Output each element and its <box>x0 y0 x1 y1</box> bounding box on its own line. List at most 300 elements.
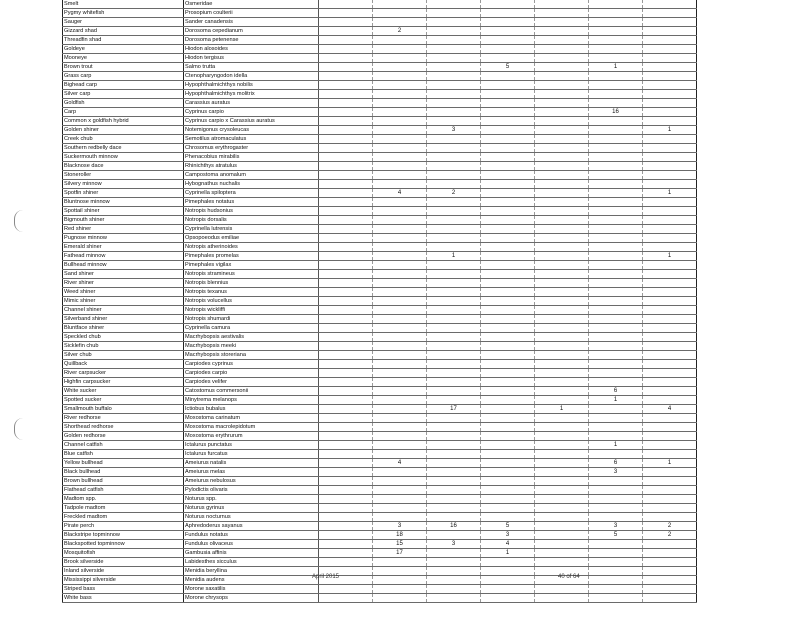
table-row <box>63 378 697 387</box>
count-cell <box>643 279 697 288</box>
count-cell <box>589 0 643 9</box>
table-row <box>63 189 697 198</box>
scientific-name-cell: Campostoma anomalum <box>184 171 319 180</box>
count-cell <box>535 378 589 387</box>
count-cell <box>427 513 481 522</box>
count-cell <box>589 306 643 315</box>
count-cell: 5 <box>481 63 535 72</box>
count-cell <box>481 99 535 108</box>
count-cell <box>427 576 481 585</box>
count-cell <box>373 180 427 189</box>
table-row <box>63 414 697 423</box>
count-cell <box>481 360 535 369</box>
scientific-name-cell: Notropis volucellus <box>184 297 319 306</box>
table-row <box>63 342 697 351</box>
count-cell: 3 <box>373 522 427 531</box>
count-cell <box>427 360 481 369</box>
count-cell <box>427 558 481 567</box>
table-row <box>63 522 697 531</box>
count-cell <box>373 81 427 90</box>
count-cell: 1 <box>535 405 589 414</box>
count-cell <box>589 162 643 171</box>
count-cell <box>589 81 643 90</box>
scientific-name-cell: Ameiurus melas <box>184 468 319 477</box>
table-row <box>63 144 697 153</box>
common-name-cell: Shorthead redhorse <box>63 423 184 432</box>
count-cell <box>643 225 697 234</box>
table-row <box>63 72 697 81</box>
scientific-name-cell: Noturus spp. <box>184 495 319 504</box>
count-cell <box>373 414 427 423</box>
count-cell: 1 <box>643 126 697 135</box>
common-name-cell: Bluntnose minnow <box>63 198 184 207</box>
count-cell <box>481 495 535 504</box>
count-cell <box>481 414 535 423</box>
scientific-name-cell: Menidia audens <box>184 576 319 585</box>
common-name-cell: Freckled madtom <box>63 513 184 522</box>
count-cell <box>643 54 697 63</box>
count-cell <box>481 252 535 261</box>
count-cell <box>643 576 697 585</box>
count-cell <box>373 441 427 450</box>
count-cell <box>589 234 643 243</box>
count-cell <box>319 387 373 396</box>
count-cell <box>535 180 589 189</box>
common-name-cell: Bluntface shiner <box>63 324 184 333</box>
common-name-cell: Pirate perch <box>63 522 184 531</box>
count-cell <box>481 27 535 36</box>
count-cell <box>643 63 697 72</box>
common-name-cell: Striped bass <box>63 585 184 594</box>
count-cell <box>373 45 427 54</box>
table-row <box>63 432 697 441</box>
table-row <box>63 126 697 135</box>
count-cell <box>589 270 643 279</box>
count-cell <box>373 243 427 252</box>
count-cell: 5 <box>589 531 643 540</box>
count-cell <box>427 270 481 279</box>
count-cell <box>589 18 643 27</box>
scientific-name-cell: Morone chrysops <box>184 594 319 603</box>
count-cell <box>535 288 589 297</box>
scientific-name-cell: Cyprinella lutrensis <box>184 225 319 234</box>
count-cell <box>373 153 427 162</box>
common-name-cell: Silvery minnow <box>63 180 184 189</box>
count-cell <box>481 396 535 405</box>
count-cell <box>319 405 373 414</box>
scientific-name-cell: Notropis stramineus <box>184 270 319 279</box>
count-cell <box>535 585 589 594</box>
count-cell <box>643 504 697 513</box>
count-cell <box>643 27 697 36</box>
count-cell: 3 <box>427 126 481 135</box>
count-cell <box>535 108 589 117</box>
common-name-cell: Goldeye <box>63 45 184 54</box>
count-cell <box>535 432 589 441</box>
count-cell <box>643 261 697 270</box>
count-cell <box>589 351 643 360</box>
scientific-name-cell: Hybognathus nuchalis <box>184 180 319 189</box>
count-cell <box>319 297 373 306</box>
table-row <box>63 216 697 225</box>
count-cell <box>319 18 373 27</box>
count-cell <box>319 369 373 378</box>
common-name-cell: Silverband shiner <box>63 315 184 324</box>
common-name-cell: Black bullhead <box>63 468 184 477</box>
common-name-cell: Smallmouth buffalo <box>63 405 184 414</box>
count-cell <box>373 171 427 180</box>
common-name-cell: Channel catfish <box>63 441 184 450</box>
count-cell <box>319 90 373 99</box>
scientific-name-cell: Osmeridae <box>184 0 319 9</box>
count-cell <box>643 306 697 315</box>
count-cell <box>535 342 589 351</box>
count-cell <box>427 117 481 126</box>
count-cell <box>643 207 697 216</box>
count-cell <box>427 36 481 45</box>
scientific-name-cell: Menidia beryllina <box>184 567 319 576</box>
count-cell <box>589 153 643 162</box>
count-cell <box>481 567 535 576</box>
count-cell <box>643 180 697 189</box>
count-cell <box>589 567 643 576</box>
table-row <box>63 81 697 90</box>
count-cell <box>589 144 643 153</box>
count-cell <box>535 135 589 144</box>
count-cell <box>319 324 373 333</box>
count-cell <box>427 225 481 234</box>
count-cell <box>319 153 373 162</box>
count-cell <box>319 432 373 441</box>
table-row <box>63 36 697 45</box>
count-cell <box>535 459 589 468</box>
count-cell <box>373 18 427 27</box>
common-name-cell: Silver chub <box>63 351 184 360</box>
count-cell <box>319 27 373 36</box>
count-cell <box>427 315 481 324</box>
scientific-name-cell: Salmo trutta <box>184 63 319 72</box>
count-cell <box>643 477 697 486</box>
common-name-cell: Sauger <box>63 18 184 27</box>
count-cell <box>643 0 697 9</box>
count-cell <box>481 333 535 342</box>
count-cell <box>481 270 535 279</box>
common-name-cell: Pygmy whitefish <box>63 9 184 18</box>
count-cell <box>643 585 697 594</box>
count-cell <box>427 396 481 405</box>
common-name-cell: Silver carp <box>63 90 184 99</box>
count-cell <box>319 270 373 279</box>
count-cell <box>427 90 481 99</box>
count-cell <box>481 324 535 333</box>
count-cell <box>427 342 481 351</box>
count-cell <box>427 162 481 171</box>
scientific-name-cell: Fundulus olivaceus <box>184 540 319 549</box>
count-cell <box>589 9 643 18</box>
scientific-name-cell: Noturus gyrinus <box>184 504 319 513</box>
count-cell <box>589 180 643 189</box>
count-cell <box>481 9 535 18</box>
count-cell <box>427 234 481 243</box>
scientific-name-cell: Macrhybopsis meeki <box>184 342 319 351</box>
common-name-cell: Weed shiner <box>63 288 184 297</box>
table-row <box>63 351 697 360</box>
count-cell <box>373 252 427 261</box>
count-cell: 3 <box>427 540 481 549</box>
count-cell <box>481 216 535 225</box>
count-cell <box>481 198 535 207</box>
count-cell <box>481 369 535 378</box>
count-cell <box>589 45 643 54</box>
count-cell <box>373 450 427 459</box>
count-cell <box>535 54 589 63</box>
count-cell <box>427 54 481 63</box>
count-cell <box>481 153 535 162</box>
count-cell <box>643 36 697 45</box>
count-cell <box>481 432 535 441</box>
count-cell <box>643 549 697 558</box>
count-cell <box>535 351 589 360</box>
common-name-cell: Mosquitofish <box>63 549 184 558</box>
common-name-cell: Mimic shiner <box>63 297 184 306</box>
count-cell <box>643 171 697 180</box>
count-cell <box>589 423 643 432</box>
table-row <box>63 99 697 108</box>
count-cell <box>589 72 643 81</box>
count-cell <box>643 216 697 225</box>
count-cell <box>535 558 589 567</box>
count-cell <box>427 459 481 468</box>
count-cell <box>535 27 589 36</box>
table-row <box>63 468 697 477</box>
count-cell <box>319 144 373 153</box>
common-name-cell: Golden redhorse <box>63 432 184 441</box>
count-cell: 1 <box>481 549 535 558</box>
count-cell <box>643 387 697 396</box>
count-cell <box>535 486 589 495</box>
count-cell <box>427 288 481 297</box>
table-row <box>63 54 697 63</box>
common-name-cell: Blackstripe topminnow <box>63 531 184 540</box>
count-cell <box>319 198 373 207</box>
count-cell <box>589 486 643 495</box>
count-cell <box>643 72 697 81</box>
count-cell <box>427 333 481 342</box>
count-cell <box>319 189 373 198</box>
count-cell <box>589 207 643 216</box>
count-cell <box>535 153 589 162</box>
scientific-name-cell: Rhinichthys atratulus <box>184 162 319 171</box>
scientific-name-cell: Morone saxatilis <box>184 585 319 594</box>
count-cell <box>427 486 481 495</box>
table-row <box>63 576 697 585</box>
scientific-name-cell: Carpiodes velifer <box>184 378 319 387</box>
count-cell <box>643 297 697 306</box>
count-cell <box>481 72 535 81</box>
count-cell <box>373 495 427 504</box>
count-cell <box>319 108 373 117</box>
count-cell <box>643 324 697 333</box>
count-cell <box>319 207 373 216</box>
count-cell <box>373 288 427 297</box>
count-cell <box>427 414 481 423</box>
common-name-cell: Spottail shiner <box>63 207 184 216</box>
count-cell <box>643 558 697 567</box>
count-cell <box>481 315 535 324</box>
count-cell <box>481 513 535 522</box>
scientific-name-cell: Carpiodes cyprinus <box>184 360 319 369</box>
count-cell <box>643 117 697 126</box>
count-cell <box>643 450 697 459</box>
scientific-name-cell: Dorosoma petenense <box>184 36 319 45</box>
count-cell <box>589 594 643 603</box>
count-cell <box>481 387 535 396</box>
scientific-name-cell: Minytrema melanops <box>184 396 319 405</box>
scientific-name-cell: Cyprinella spiloptera <box>184 189 319 198</box>
count-cell <box>643 45 697 54</box>
table-row <box>63 171 697 180</box>
count-cell <box>643 513 697 522</box>
count-cell <box>373 369 427 378</box>
count-cell <box>535 90 589 99</box>
count-cell <box>481 171 535 180</box>
common-name-cell: Brown bullhead <box>63 477 184 486</box>
count-cell <box>535 414 589 423</box>
count-cell <box>319 468 373 477</box>
scientific-name-cell: Moxostoma erythrurum <box>184 432 319 441</box>
scientific-name-cell: Pylodictis olivaris <box>184 486 319 495</box>
count-cell <box>589 342 643 351</box>
count-cell <box>643 315 697 324</box>
count-cell <box>427 72 481 81</box>
common-name-cell: Sicklefin chub <box>63 342 184 351</box>
count-cell <box>643 333 697 342</box>
count-cell <box>319 315 373 324</box>
count-cell <box>319 54 373 63</box>
scientific-name-cell: Cyprinus carpio <box>184 108 319 117</box>
table-row <box>63 279 697 288</box>
count-cell <box>589 477 643 486</box>
table-row <box>63 459 697 468</box>
count-cell <box>373 108 427 117</box>
count-cell <box>427 423 481 432</box>
count-cell <box>481 225 535 234</box>
count-cell <box>319 135 373 144</box>
count-cell <box>319 9 373 18</box>
count-cell <box>319 594 373 603</box>
count-cell <box>535 369 589 378</box>
count-cell <box>481 54 535 63</box>
count-cell <box>535 324 589 333</box>
count-cell <box>643 243 697 252</box>
table-row <box>63 450 697 459</box>
scientific-name-cell: Prosopium coulterii <box>184 9 319 18</box>
count-cell <box>643 468 697 477</box>
count-cell <box>319 477 373 486</box>
table-row <box>63 387 697 396</box>
scientific-name-cell: Hypophthalmichthys molitrix <box>184 90 319 99</box>
count-cell <box>427 567 481 576</box>
count-cell <box>481 477 535 486</box>
count-cell <box>589 243 643 252</box>
count-cell <box>373 468 427 477</box>
count-cell <box>427 18 481 27</box>
count-cell <box>535 504 589 513</box>
count-cell <box>481 486 535 495</box>
count-cell <box>535 207 589 216</box>
count-cell <box>373 432 427 441</box>
table-row <box>63 135 697 144</box>
count-cell <box>319 45 373 54</box>
count-cell <box>481 594 535 603</box>
table-row <box>63 252 697 261</box>
count-cell <box>373 405 427 414</box>
common-name-cell: Grass carp <box>63 72 184 81</box>
scientific-name-cell: Chrosomus erythrogaster <box>184 144 319 153</box>
count-cell <box>319 117 373 126</box>
count-cell <box>373 9 427 18</box>
scientific-name-cell: Cyprinella camura <box>184 324 319 333</box>
count-cell <box>535 531 589 540</box>
count-cell <box>643 108 697 117</box>
table-row <box>63 45 697 54</box>
common-name-cell: Flathead catfish <box>63 486 184 495</box>
count-cell: 17 <box>373 549 427 558</box>
count-cell <box>643 144 697 153</box>
count-cell <box>373 594 427 603</box>
scientific-name-cell: Notropis blennius <box>184 279 319 288</box>
scientific-name-cell: Dorosoma cepedianum <box>184 27 319 36</box>
count-cell <box>373 486 427 495</box>
common-name-cell: River carpsucker <box>63 369 184 378</box>
common-name-cell: Threadfin shad <box>63 36 184 45</box>
count-cell <box>427 477 481 486</box>
common-name-cell: Carp <box>63 108 184 117</box>
count-cell: 1 <box>589 441 643 450</box>
count-cell <box>535 594 589 603</box>
count-cell: 16 <box>427 522 481 531</box>
count-cell <box>427 99 481 108</box>
count-cell <box>481 126 535 135</box>
count-cell <box>481 585 535 594</box>
table-row <box>63 225 697 234</box>
count-cell <box>427 207 481 216</box>
count-cell <box>481 261 535 270</box>
count-cell <box>535 252 589 261</box>
count-cell <box>535 540 589 549</box>
table-row <box>63 315 697 324</box>
count-cell <box>589 576 643 585</box>
count-cell <box>373 576 427 585</box>
count-cell: 16 <box>589 108 643 117</box>
count-cell <box>319 306 373 315</box>
count-cell <box>319 486 373 495</box>
count-cell <box>589 369 643 378</box>
count-cell <box>427 81 481 90</box>
count-cell <box>427 531 481 540</box>
count-cell <box>589 432 643 441</box>
table-row <box>63 369 697 378</box>
count-cell <box>535 243 589 252</box>
scientific-name-cell: Notropis texanus <box>184 288 319 297</box>
count-cell: 2 <box>373 27 427 36</box>
table-row <box>63 513 697 522</box>
count-cell <box>535 216 589 225</box>
count-cell <box>481 558 535 567</box>
common-name-cell: Inland silverside <box>63 567 184 576</box>
species-table <box>62 0 697 603</box>
count-cell <box>589 126 643 135</box>
